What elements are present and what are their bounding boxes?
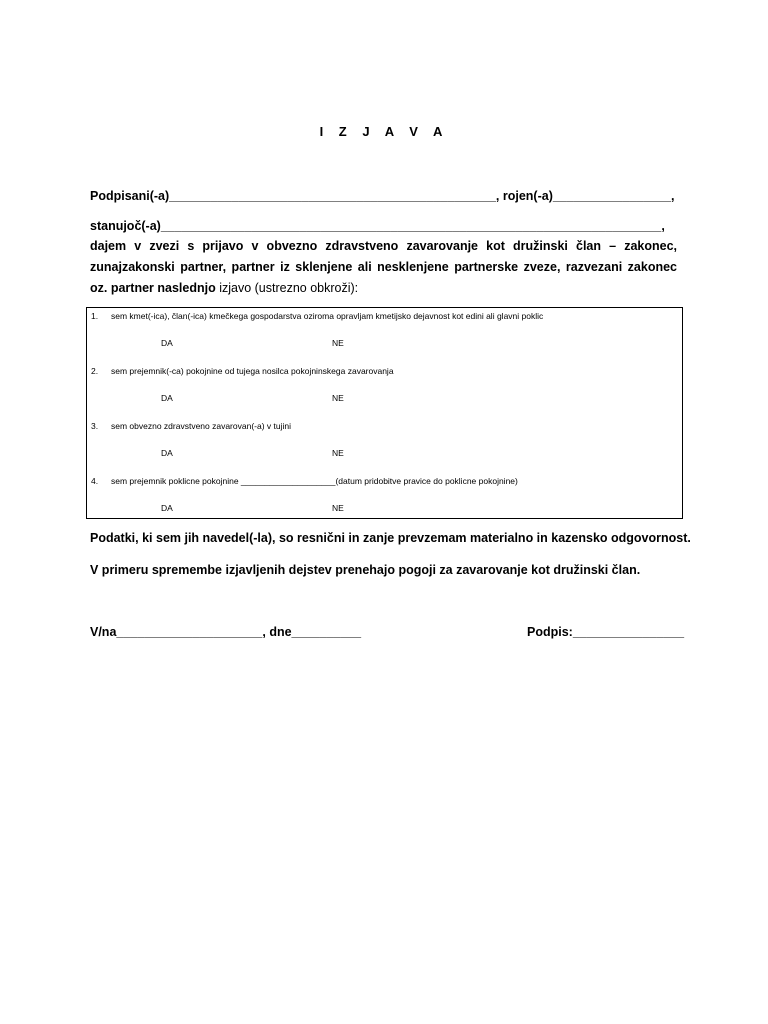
- option-number: 4.: [91, 476, 99, 486]
- option-text: sem obvezno zdravstveno zavarovan(-a) v tujini: [111, 421, 291, 431]
- document-title: I Z J A V A: [319, 124, 449, 139]
- signature-line: Podpis:________________: [527, 625, 685, 639]
- declaration-instruction: izjavo (ustrezno obkroži):: [219, 281, 359, 295]
- truth-statement: Podatki, ki sem jih navedel(-la), so resnični in zanje prevzemam materialno in kazensko odgovornost.: [90, 531, 691, 545]
- option-item-4: [91, 476, 518, 486]
- option-1-no[interactable]: NE: [332, 338, 344, 348]
- option-text: sem prejemnik(-ca) pokojnine od tujega nosilca pokojninskega zavarovanja: [111, 366, 394, 376]
- option-item-3: [91, 421, 291, 431]
- option-1-yes[interactable]: DA: [161, 338, 173, 348]
- option-text: sem kmet(-ica), član(-ica) kmečkega gospodarstva oziroma opravljam kmetijsko dejavnost kot edini ali glavni poklic: [111, 311, 544, 321]
- option-item-2: [91, 366, 394, 376]
- option-number: 1.: [91, 311, 99, 321]
- address-line: stanujoč(-a)________________________________________________________________________,: [90, 219, 665, 233]
- declaration-options-box: [86, 307, 683, 519]
- declaration-text: dajem v zvezi s prijavo v obvezno zdravstveno zavarovanje kot družinski član – zakonec, zunajzakonski partner, partner iz sklenjene ali nesklenjene partnerske zveze, razvezani zakonec oz. partner naslednjo: [90, 239, 677, 295]
- option-text: sem prejemnik poklicne pokojnine ____________________(datum pridobitve pravice do poklicne pokojnine): [111, 476, 518, 486]
- option-3-no[interactable]: NE: [332, 448, 344, 458]
- option-4-no[interactable]: NE: [332, 503, 344, 513]
- name-birth-line: Podpisani(-a)_______________________________________________, rojen(-a)_________________,: [90, 189, 675, 203]
- place-date-line: V/na_____________________, dne__________: [90, 625, 362, 639]
- change-statement: V primeru spremembe izjavljenih dejstev prenehajo pogoji za zavarovanje kot družinski član.: [90, 563, 641, 577]
- option-2-yes[interactable]: DA: [161, 393, 173, 403]
- option-2-no[interactable]: NE: [332, 393, 344, 403]
- option-4-yes[interactable]: DA: [161, 503, 173, 513]
- option-item-1: [91, 311, 543, 321]
- declaration-paragraph: [90, 236, 677, 299]
- option-3-yes[interactable]: DA: [161, 448, 173, 458]
- option-number: 2.: [91, 366, 99, 376]
- option-number: 3.: [91, 421, 99, 431]
